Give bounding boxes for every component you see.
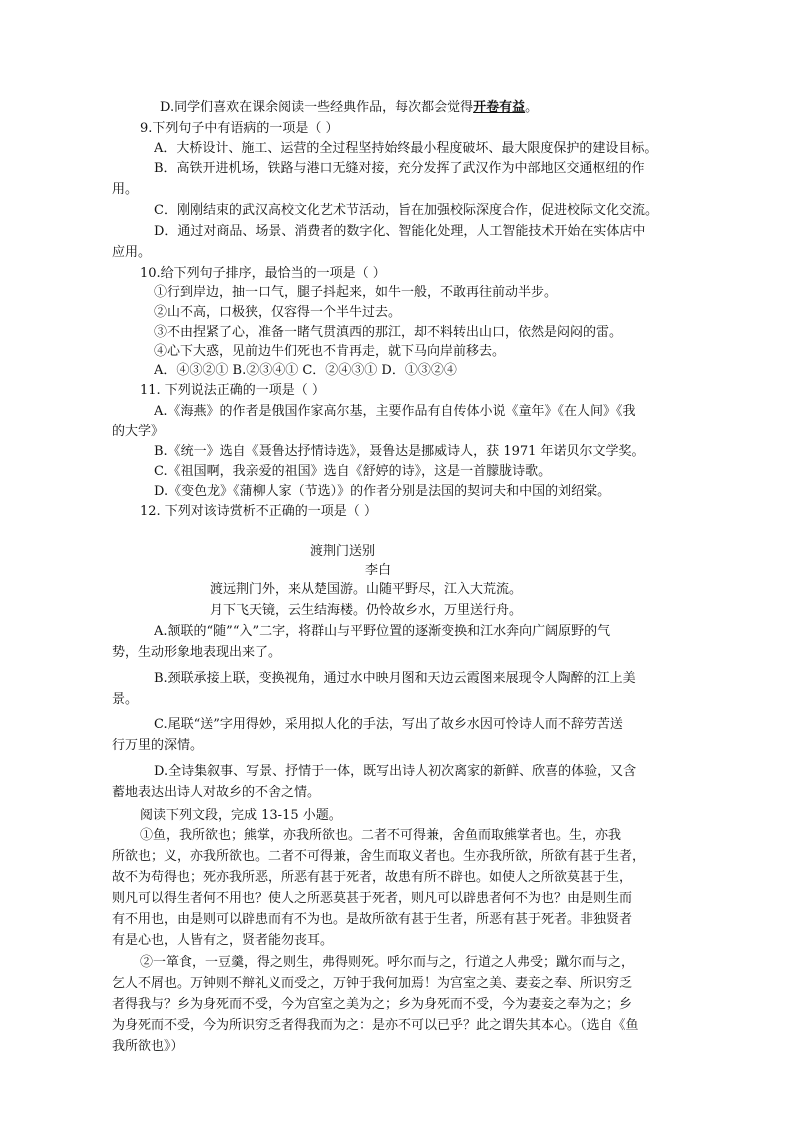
passage-1-line-4: 则凡可以得生者何不用也？使人之所恶莫甚于死者，则凡可以辟患者何不为也？由是则生而 <box>112 891 633 906</box>
q8-option-d-text: D.同学们喜欢在课余阅读一些经典作品，每次都会觉得 <box>160 100 474 115</box>
q9-option-b-cont: 用。 <box>112 182 139 197</box>
q11-stem: 11. 下列说法正确的一项是（ ） <box>140 383 325 398</box>
q12-option-c: C.尾联“送”字用得妙，采用拟人化的手法，写出了故乡水因可怜诗人而不辞劳苦送 <box>154 717 623 732</box>
q12-option-d-cont: 蓄地表达出诗人对故乡的不舍之情。 <box>112 785 321 800</box>
poem-author: 李白 <box>365 563 392 578</box>
passage-1-line-5: 有不用也，由是则可以辟患而有不为也。是故所欲有甚于生者，所恶有甚于死者。非独贤者 <box>112 912 633 927</box>
passage-1-line-3: 故不为苟得也；死亦我所恶，所恶有甚于死者，故患有所不辟也。如使人之所欲莫甚于生， <box>112 870 633 885</box>
q10-sentence-1: ①行到岸边，抽一口气，腿子抖起来，如牛一般，不敢再往前动半步。 <box>154 285 558 300</box>
passage-1-line-1: ①鱼，我所欲也；熊掌，亦我所欲也。二者不可得兼，舍鱼而取熊掌者也。生，亦我 <box>140 828 622 843</box>
q12-option-b-cont: 景。 <box>112 692 139 707</box>
q12-option-a: A.颔联的“随”“入”二字，将群山与平野位置的逐渐变换和江水奔向广阔原野的气 <box>154 624 611 639</box>
q12-option-d: D.全诗集叙事、写景、抒情于一体，既写出诗人初次离家的新鲜、欣喜的体验，又含 <box>154 764 637 779</box>
passage-1-line-6: 有是心也，人皆有之，贤者能勿丧耳。 <box>112 933 334 948</box>
q9-option-b: B．高铁开进机场，铁路与港口无缝对接，充分发挥了武汉作为中部地区交通枢纽的作 <box>154 161 645 176</box>
poem-line-2: 月下飞天镜，云生结海楼。仍怜故乡水，万里送行舟。 <box>210 603 523 618</box>
q12-stem: 12. 下列对该诗赏析不正确的一项是（ ） <box>140 504 377 519</box>
passage-2-line-2: 乞人不屑也。万钟则不辩礼义而受之，万钟于我何加焉！为宫室之美、妻妾之奉、所识穷乏 <box>112 976 633 991</box>
q10-sentence-3: ③不由捏紧了心，准备一睹气贯滇西的那江，却不料转出山口，依然是闷闷的雷。 <box>154 325 623 340</box>
q9-option-c: C．刚刚结束的武汉高校文化艺术节活动，旨在加强校际深度合作，促进校际文化交流。 <box>154 203 658 218</box>
q12-option-c-cont: 行万里的深情。 <box>112 738 204 753</box>
q11-option-d: D.《变色龙》《蒲柳人家（节选）》的作者分别是法国的契诃夫和中国的刘绍棠。 <box>154 484 611 499</box>
q9-option-d: D．通过对商品、场景、消费者的数字化、智能化处理，人工智能技术开始在实体店中 <box>154 224 646 239</box>
passage-1-line-2: 所欲也；义，亦我所欲也。二者不可得兼，舍生而取义者也。生亦我所欲，所欲有甚于生者， <box>112 849 646 864</box>
passage-2-line-4: 为身死而不受，今为所识穷乏者得我而为之：是亦不可以已乎？此之谓失其本心。（选自《鱼 <box>112 1018 639 1033</box>
q9-stem: 9.下列句子中有语病的一项是（ ） <box>140 121 339 136</box>
q11-option-a: A.《海燕》的作者是俄国作家高尔基，主要作品有自传体小说《童年》《在人间》《我 <box>154 404 636 419</box>
q11-option-b: B.《统一》选自《聂鲁达抒情诗选》，聂鲁达是挪威诗人，获 1971 年诺贝尔文学奖。 <box>154 444 645 459</box>
q12-option-a-cont: 势，生动形象地表现出来了。 <box>112 645 282 660</box>
q11-option-c: C.《祖国啊，我亲爱的祖国》选自《舒婷的诗》，这是一首朦胧诗歌。 <box>154 464 552 479</box>
q8-option-d-end: 。 <box>525 100 539 115</box>
q10-sentence-2: ②山不高，口极狭，仅容得一个半牛过去。 <box>154 305 402 320</box>
q10-options: A．④③②① B.②③④① C．②④③① D．①③②④ <box>154 363 457 378</box>
passage-2-line-3: 者得我与？乡为身死而不受，今为宫室之美为之；乡为身死而不受，今为妻妾之奉为之；乡 <box>112 997 633 1012</box>
passage-2-line-5: 我所欲也》） <box>112 1039 184 1054</box>
q8-option-d <box>160 98 690 118</box>
poem-line-1: 渡远荆门外，来从楚国游。山随平野尽，江入大荒流。 <box>210 582 523 597</box>
q8-option-d-emphasis: 开卷有益 <box>473 100 526 115</box>
reading-intro: 阅读下列文段，完成 13-15 小题。 <box>140 808 342 823</box>
poem-title: 渡荆门送别 <box>310 544 376 559</box>
passage-2-line-1: ②一箪食，一豆羹，得之则生，弗得则死。呼尔而与之，行道之人弗受；蹴尔而与之， <box>140 955 635 970</box>
q11-option-a-cont: 的大学》 <box>112 424 165 439</box>
q10-stem: 10.给下列句子排序，最恰当的一项是（ ） <box>140 266 386 281</box>
q12-option-b: B.颈联承接上联，变换视角，通过水中映月图和天边云霞图来展现令人陶醉的江上美 <box>154 671 636 686</box>
q10-sentence-4: ④心下大惑，见前边牛们死也不肯再走，就下马向岸前移去。 <box>154 344 506 359</box>
q9-option-d-cont: 应用。 <box>112 245 152 260</box>
q9-option-a: A．大桥设计、施工、运营的全过程坚持始终最小程度破坏、最大限度保护的建设目标。 <box>154 141 658 156</box>
